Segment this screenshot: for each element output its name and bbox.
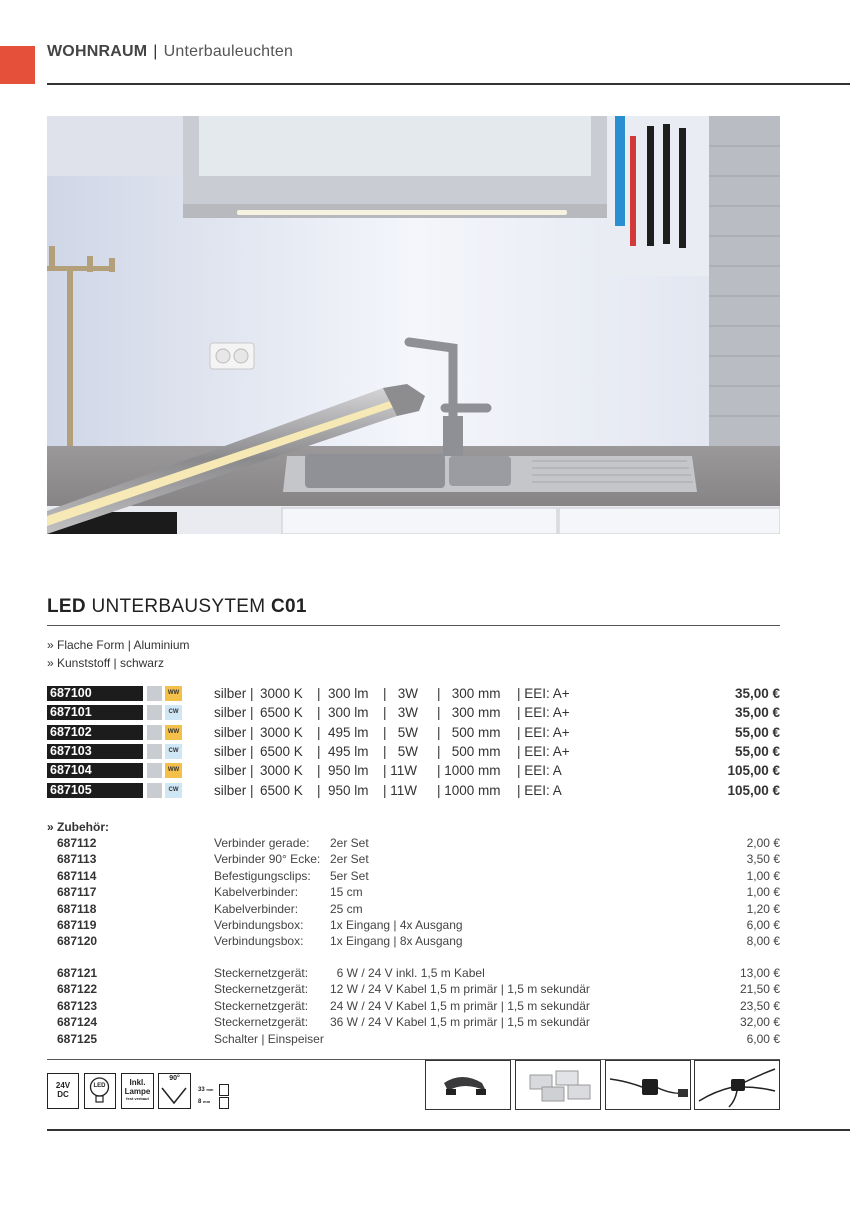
accessory-spec: 5er Set	[330, 868, 369, 883]
color-temp-tag: CW	[165, 783, 182, 798]
corner-connector-thumbnail	[425, 1060, 511, 1110]
color-temp-tag: CW	[165, 744, 182, 759]
accessory-price: 13,00 €	[739, 966, 780, 980]
accessory-spec: 6 W / 24 V inkl. 1,5 m Kabel	[330, 966, 485, 980]
accessory-row	[57, 999, 780, 1015]
profile-box-icon	[219, 1084, 229, 1096]
color-swatch	[147, 763, 162, 778]
accessory-desc: Steckernetzgerät:	[214, 982, 309, 997]
product-length: | 500 mm	[437, 724, 501, 740]
product-eei: | EEI: A+	[517, 705, 570, 721]
accessory-price: 1,00 €	[746, 885, 780, 900]
color-temp-tag: CW	[165, 705, 182, 720]
product-eei: | EEI: A+	[517, 743, 570, 759]
accessory-row	[57, 902, 780, 918]
accessory-code: 687112	[57, 836, 97, 850]
accessory-price: 23,50 €	[739, 998, 780, 1013]
connection-box-image	[695, 1061, 779, 1109]
title-suffix: C01	[270, 596, 307, 617]
accessory-code: 687125	[57, 1031, 98, 1046]
product-temp: 3000 K	[260, 763, 303, 779]
product-price: 35,00 €	[734, 705, 780, 721]
accessory-row	[57, 1032, 780, 1048]
product-finish: silber |	[214, 782, 254, 798]
product-length: | 300 mm	[437, 705, 501, 721]
product-length: | 1000 mm	[437, 782, 501, 798]
product-price: 105,00 €	[727, 782, 780, 798]
color-temp-tag: WW	[165, 763, 182, 778]
accessory-code: 687123	[57, 998, 98, 1013]
accessory-code: 687113	[57, 852, 97, 867]
product-finish: silber |	[214, 686, 254, 701]
accessories-heading: » Zubehör:	[47, 820, 109, 834]
feature-line: » Flache Form | Aluminium	[47, 638, 190, 652]
lamp-line1: Inkl.	[129, 1078, 146, 1087]
product-price: 35,00 €	[734, 686, 780, 701]
dim1-value: 33	[198, 1087, 205, 1093]
led-label: LED	[93, 1083, 106, 1089]
accessory-row	[57, 934, 780, 950]
product-power: | 11W	[383, 782, 418, 798]
color-temp-tag: WW	[165, 686, 182, 701]
clips-image	[516, 1061, 600, 1109]
accessory-price: 6,00 €	[746, 918, 780, 932]
accessory-price: 8,00 €	[746, 934, 780, 949]
kitchen-illustration	[47, 116, 780, 534]
color-temp-tag: WW	[165, 725, 182, 740]
lamp-line2: Lampe	[124, 1087, 151, 1096]
accessory-price: 1,00 €	[746, 868, 780, 883]
accessory-desc: Steckernetzgerät:	[214, 998, 309, 1013]
accessory-row	[57, 869, 780, 885]
product-code: 687103	[47, 744, 143, 759]
accessory-desc: Verbinder gerade:	[214, 836, 310, 850]
product-price: 105,00 €	[727, 763, 780, 779]
accessory-row	[57, 836, 780, 852]
product-lumen: | 950 lm	[317, 763, 369, 779]
header-subcategory: Unterbauleuchten	[163, 43, 294, 60]
voltage-icon	[47, 1073, 79, 1109]
color-swatch	[147, 783, 162, 798]
footer-rule	[47, 1129, 850, 1131]
product-eei: | EEI: A	[517, 782, 562, 798]
product-power: | 5W	[383, 724, 419, 740]
accessory-desc: Steckernetzgerät:	[214, 1015, 309, 1030]
product-finish: silber |	[214, 743, 254, 759]
profile-box-icon	[219, 1097, 229, 1109]
product-temp: 3000 K	[260, 724, 303, 740]
lamp-included-icon	[121, 1073, 154, 1109]
product-code: 687101	[47, 705, 143, 720]
product-code: 687102	[47, 725, 143, 740]
accessory-price: 1,20 €	[746, 901, 780, 916]
accessory-desc: Kabelverbinder:	[214, 885, 299, 900]
product-temp: 6500 K	[260, 705, 303, 721]
header-category: WOHNRAUM	[47, 43, 148, 60]
product-finish: silber |	[214, 705, 254, 721]
product-temp: 3000 K	[260, 686, 303, 701]
accessory-price: 3,50 €	[746, 852, 780, 867]
product-eei: | EEI: A+	[517, 686, 570, 701]
product-power: | 5W	[383, 743, 419, 759]
accessory-desc: Verbindungsbox:	[214, 918, 304, 932]
power-supply-thumbnail	[605, 1060, 691, 1110]
accessory-spec: 2er Set	[330, 852, 369, 867]
color-swatch	[147, 686, 162, 701]
accessory-row	[57, 918, 780, 934]
product-code: 687104	[47, 763, 143, 778]
product-row	[47, 725, 780, 741]
accent-tab	[0, 46, 35, 84]
product-lumen: | 300 lm	[317, 686, 369, 701]
accessory-row	[57, 966, 780, 982]
header-rule	[47, 83, 850, 85]
product-photo	[47, 116, 780, 534]
page-header	[47, 43, 293, 61]
product-power: | 11W	[383, 763, 418, 779]
color-swatch	[147, 744, 162, 759]
accessory-spec: 12 W / 24 V Kabel 1,5 m primär | 1,5 m sekundär	[330, 982, 590, 997]
product-length: | 300 mm	[437, 686, 501, 701]
accessory-desc: Schalter | Einspeiser	[214, 1031, 324, 1046]
accessory-code: 687114	[57, 868, 97, 883]
product-power: | 3W	[383, 705, 419, 721]
feature-line: » Kunststoff | schwarz	[47, 656, 164, 670]
product-eei: | EEI: A+	[517, 724, 570, 740]
angle-value: 90°	[169, 1075, 180, 1082]
section-title	[47, 596, 307, 618]
accessory-row	[57, 885, 780, 901]
accessory-code: 687124	[57, 1015, 98, 1030]
connection-box-thumbnail	[694, 1060, 780, 1110]
product-length: | 500 mm	[437, 743, 501, 759]
section-rule	[47, 625, 780, 626]
product-lumen: | 950 lm	[317, 782, 369, 798]
power-supply-image	[606, 1061, 690, 1109]
accessory-price: 2,00 €	[746, 836, 780, 850]
product-row	[47, 705, 780, 721]
accessory-desc: Steckernetzgerät:	[214, 966, 309, 980]
accessory-code: 687118	[57, 901, 97, 916]
accessory-code: 687122	[57, 982, 98, 997]
lamp-line3: fest verbaut	[126, 1096, 149, 1101]
accessory-spec: 2er Set	[330, 836, 369, 850]
accessory-price: 21,50 €	[739, 982, 780, 997]
product-price: 55,00 €	[734, 743, 780, 759]
title-main: UNTERBAUSYTEM	[85, 596, 271, 617]
accessory-spec: 1x Eingang | 8x Ausgang	[330, 934, 463, 949]
bulb-shape	[85, 1074, 114, 1107]
header-separator: |	[153, 43, 158, 60]
color-swatch	[147, 705, 162, 720]
accessory-spec: 36 W / 24 V Kabel 1,5 m primär | 1,5 m sekundär	[330, 1015, 590, 1030]
voltage-type: DC	[57, 1090, 69, 1099]
dim1-unit: mm	[206, 1087, 214, 1092]
product-row	[47, 783, 780, 799]
title-prefix: LED	[47, 596, 86, 617]
voltage-value: 24V	[55, 1081, 71, 1090]
angle-shape	[159, 1086, 189, 1106]
accessory-price: 32,00 €	[739, 1015, 780, 1030]
dim2-value: 8	[198, 1099, 202, 1105]
product-row	[47, 744, 780, 760]
product-price: 55,00 €	[734, 724, 780, 740]
accessory-spec: 25 cm	[330, 901, 363, 916]
product-length: | 1000 mm	[437, 763, 501, 779]
product-power: | 3W	[383, 686, 419, 701]
product-code: 687105	[47, 783, 143, 798]
accessory-row	[57, 982, 780, 998]
accessory-row	[57, 1015, 780, 1031]
corner-connector-image	[426, 1061, 510, 1109]
dimension-icon	[198, 1084, 230, 1110]
product-code: 687100	[47, 686, 143, 701]
product-temp: 6500 K	[260, 743, 303, 759]
accessory-code: 687120	[57, 934, 98, 949]
accessory-spec: 1x Eingang | 4x Ausgang	[330, 918, 463, 932]
accessory-code: 687119	[57, 918, 97, 932]
accessory-code: 687121	[57, 966, 98, 980]
product-finish: silber |	[214, 763, 254, 779]
product-lumen: | 495 lm	[317, 743, 369, 759]
accessory-spec: 15 cm	[330, 885, 363, 900]
color-swatch	[147, 725, 162, 740]
product-finish: silber |	[214, 724, 254, 740]
product-temp: 6500 K	[260, 782, 303, 798]
accessory-desc: Befestigungsclips:	[214, 868, 311, 883]
accessory-desc: Verbindungsbox:	[214, 934, 304, 949]
accessory-desc: Kabelverbinder:	[214, 901, 299, 916]
clips-thumbnail	[515, 1060, 601, 1110]
accessory-desc: Verbinder 90° Ecke:	[214, 852, 321, 867]
angle-icon	[158, 1073, 191, 1109]
led-bulb-icon	[84, 1073, 116, 1109]
product-row	[47, 763, 780, 779]
accessory-spec: 24 W / 24 V Kabel 1,5 m primär | 1,5 m sekundär	[330, 998, 590, 1013]
dim2-unit: mm	[203, 1099, 211, 1104]
product-lumen: | 300 lm	[317, 705, 369, 721]
product-eei: | EEI: A	[517, 763, 562, 779]
product-row	[47, 686, 780, 702]
accessory-row	[57, 852, 780, 868]
accessory-code: 687117	[57, 885, 97, 900]
accessory-price: 6,00 €	[746, 1031, 780, 1046]
product-lumen: | 495 lm	[317, 724, 369, 740]
